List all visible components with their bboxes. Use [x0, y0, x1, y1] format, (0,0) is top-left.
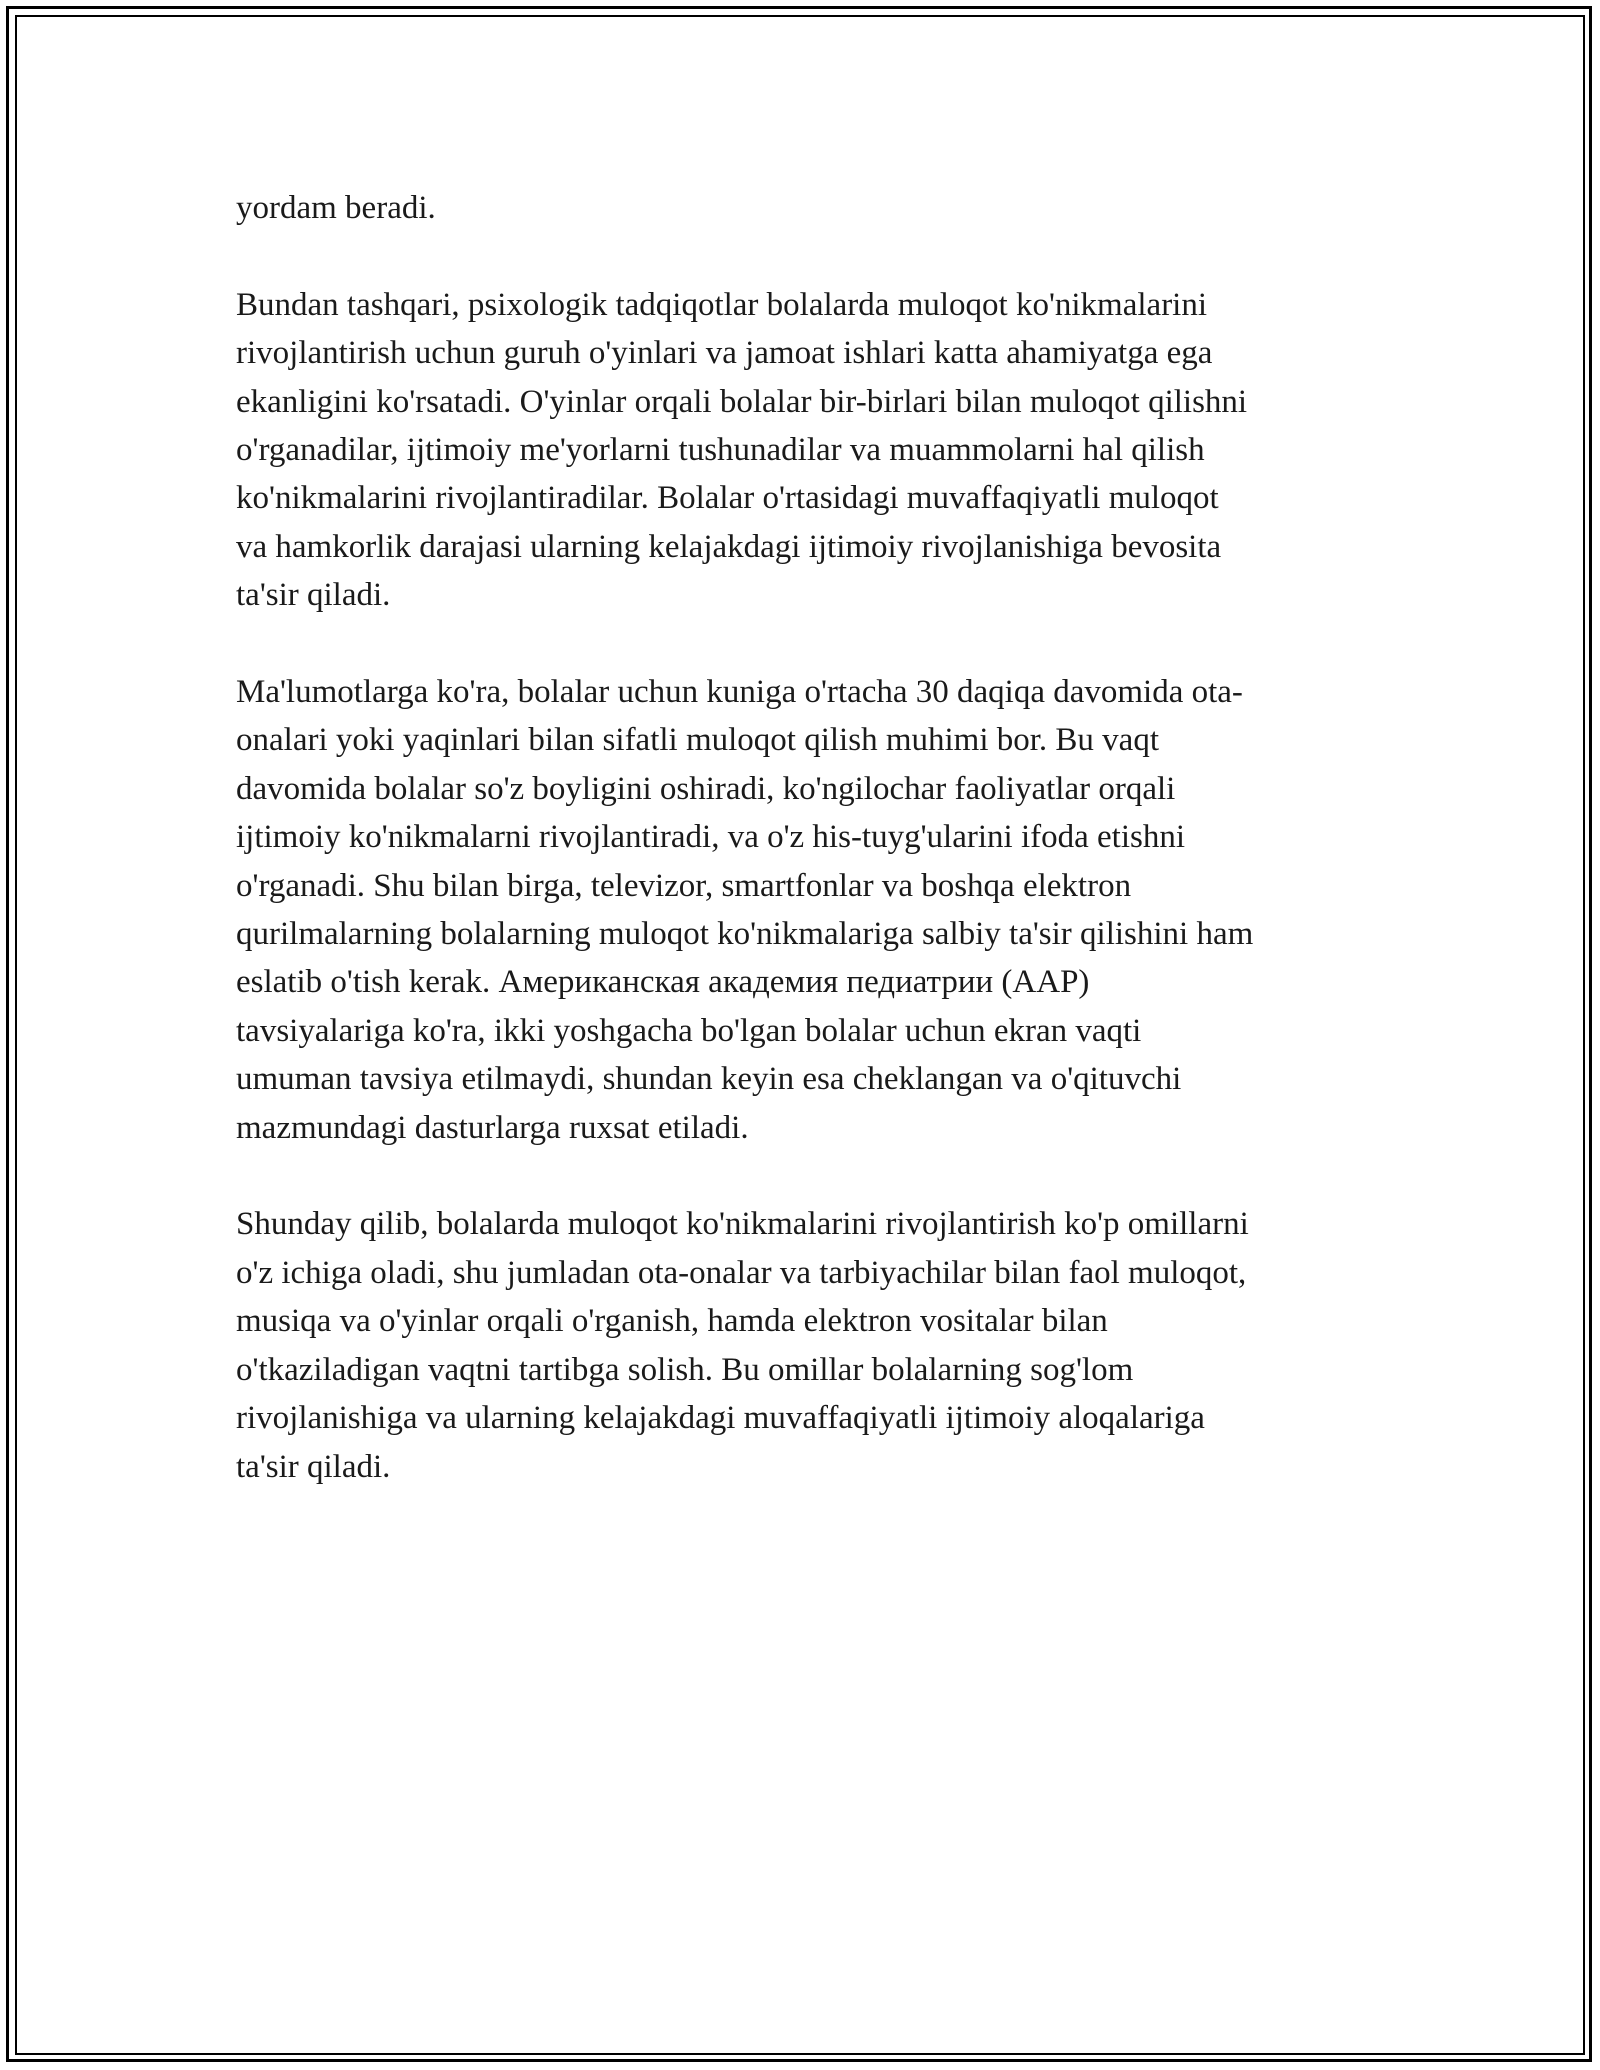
paragraph-3: Ma'lumotlarga ko'ra, bolalar uchun kuniga o'rtacha 30 daqiqa davomida ota- onalari yoki yaqinlari bilan sifatli muloqot qilish muhimi bor. Bu vaqt davomida bolalar so'z boyligini oshiradi, ko'ngilochar faoliyatlar orqali ijtimoiy ko'nikmalarni rivojlantiradi, va o'z his-tuyg'ularini ifoda etishni o'rganadi. Shu bilan birga, televizor, smartfonlar va boshqa elektron qurilmalarning bolalarning muloqot ko'nikmalariga salbiy ta'sir qilishini ham eslatib o'tish kerak. Американская академия педиатрии (AAP) tavsiyalariga ko'ra, ikki yoshgacha bo'lgan bolalar uchun ekran vaqti umuman tavsiya etilmaydi, shundan keyin esa cheklangan va o'qituvchi mazmundagi dasturlarga ruxsat etiladi.	[236, 674, 1254, 1146]
paragraph-1: yordam beradi.	[236, 190, 436, 226]
document-body	[236, 184, 1386, 1491]
paragraph-2: Bundan tashqari, psixologik tadqiqotlar bolalarda muloqot ko'nikmalarini rivojlantirish uchun guruh o'yinlari va jamoat ishlari katta ahamiyatga ega ekanligini ko'rsatadi. O'yinlar orqali bolalar bir-birlari bilan muloqot qilishni o'rganadilar, ijtimoiy me'yorlarni tushunadilar va muammolarni hal qilish ko'nikmalarini rivojlantiradilar. Bolalar o'rtasidagi muvaffaqiyatli muloqot va hamkorlik darajasi ularning kelajakdagi ijtimoiy rivojlanishiga bevosita ta'sir qiladi.	[236, 286, 1248, 614]
paragraph-4: Shunday qilib, bolalarda muloqot ko'nikmalarini rivojlantirish ko'p omillarni o'z ichiga oladi, shu jumladan ota-onalar va tarbiyachilar bilan faol muloqot, musiqa va o'yinlar orqali o'rganish, hamda elektron vositalar bilan o'tkaziladigan vaqtni tartibga solish. Bu omillar bolalarning sog'lom rivojlanishiga va ularning kelajakdagi muvaffaqiyatli ijtimoiy aloqalariga ta'sir qiladi.	[236, 1206, 1249, 1485]
